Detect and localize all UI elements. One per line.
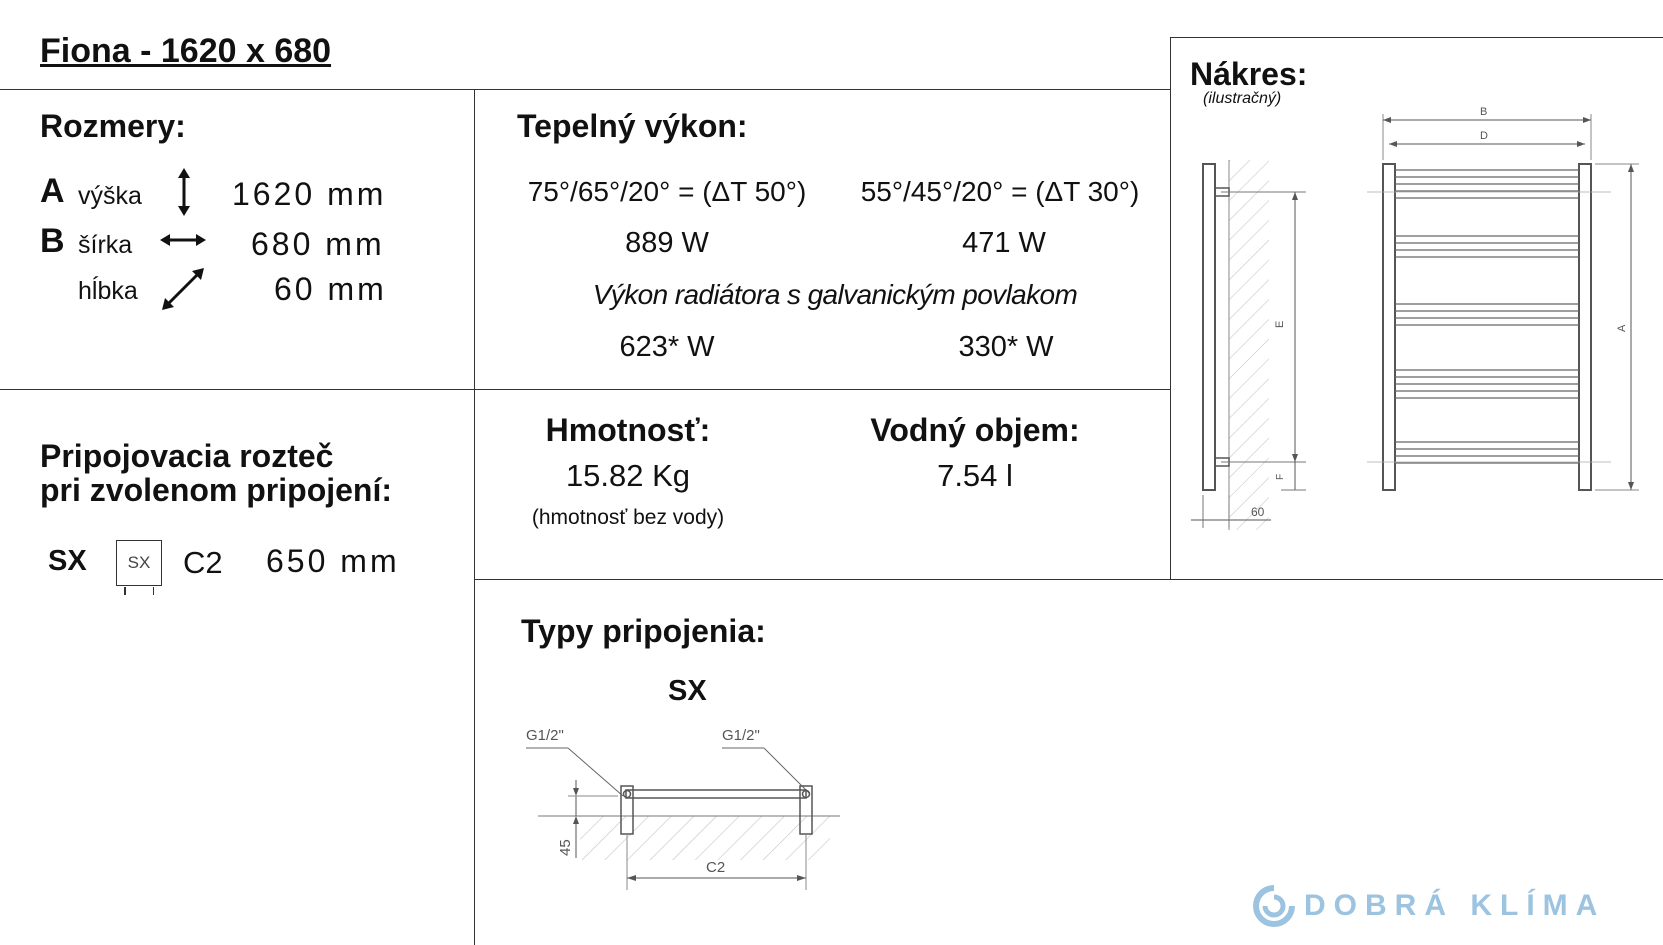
weight-note: (hmotnosť bez vody) (531, 506, 725, 529)
sx-connection-diagram (520, 718, 860, 908)
weight-heading: Hmotnosť: (545, 412, 711, 448)
spacing-dimension-label: C2 (706, 859, 726, 876)
spacing-heading-line-2: pri zvolenom pripojení: (40, 472, 393, 508)
left-thread-label: G1/2" (526, 727, 564, 744)
spacing-value: 650 mm (266, 543, 400, 579)
dimension-value-width: 680 mm (251, 226, 385, 262)
dimension-value-height: 1620 mm (232, 176, 387, 212)
radiator-drawing (1171, 100, 1661, 570)
thermal-condition-1: 75°/65°/20° = (ΔT 50°) (527, 176, 807, 207)
right-thread-label: G1/2" (722, 727, 760, 744)
brand-swirl-icon (1252, 884, 1296, 928)
drawing-heading: Nákres: (1190, 56, 1308, 92)
label-a: A (1616, 324, 1628, 332)
label-depth: 60 (1251, 505, 1265, 519)
connection-types-heading: Typy pripojenia: (521, 613, 766, 649)
label-f: F (1275, 473, 1286, 480)
height-label: 45 (557, 839, 574, 856)
dimension-letter-b: B (40, 222, 65, 260)
middle-rule (0, 389, 1170, 390)
volume-value: 7.54 l (937, 458, 1013, 493)
brand-logo (1252, 884, 1605, 928)
sx-connection-icon (116, 540, 162, 586)
dimension-label-height: výška (78, 182, 142, 210)
connection-type-label: SX (668, 675, 707, 707)
lower-rule (474, 579, 1663, 580)
dimension-label-width: šírka (78, 231, 133, 259)
dimension-letter-a: A (40, 172, 65, 210)
diagonal-arrow-icon (162, 268, 204, 310)
brand-name: DOBRÁ KLÍMA (1304, 889, 1606, 922)
dimension-label-depth: hĺbka (78, 277, 138, 305)
title-underline-rule (0, 89, 1170, 90)
spacing-heading-line-1: Pripojovacia rozteč (40, 438, 334, 474)
galvanic-value-1: 623* W (619, 331, 715, 363)
page-title: Fiona - 1620 x 680 (40, 32, 332, 70)
weight-value: 15.82 Kg (565, 458, 691, 493)
galvanic-note: Výkon radiátora s galvanickým povlakom (592, 279, 1078, 310)
label-e: E (1274, 320, 1286, 328)
spacing-label: C2 (183, 545, 223, 580)
label-b: B (1480, 106, 1488, 118)
thermal-heading: Tepelný výkon: (517, 108, 748, 144)
drawing-top-rule (1170, 37, 1663, 38)
volume-heading: Vodný objem: (870, 412, 1080, 448)
drawing-subheading: (ilustračný) (1203, 90, 1282, 107)
thermal-value-1: 889 W (625, 227, 709, 259)
dimensions-heading: Rozmery: (40, 108, 186, 144)
horizontal-arrow-icon (160, 230, 206, 250)
galvanic-value-2: 330* W (958, 331, 1054, 363)
thermal-condition-2: 55°/45°/20° = (ΔT 30°) (860, 176, 1140, 207)
sx-icon-label: SX (127, 553, 151, 572)
vertical-arrow-icon (172, 168, 196, 216)
thermal-value-2: 471 W (962, 227, 1046, 259)
dimension-value-depth: 60 mm (274, 271, 387, 307)
center-divider (474, 89, 475, 945)
spacing-type: SX (48, 545, 87, 577)
label-d: D (1480, 130, 1488, 142)
